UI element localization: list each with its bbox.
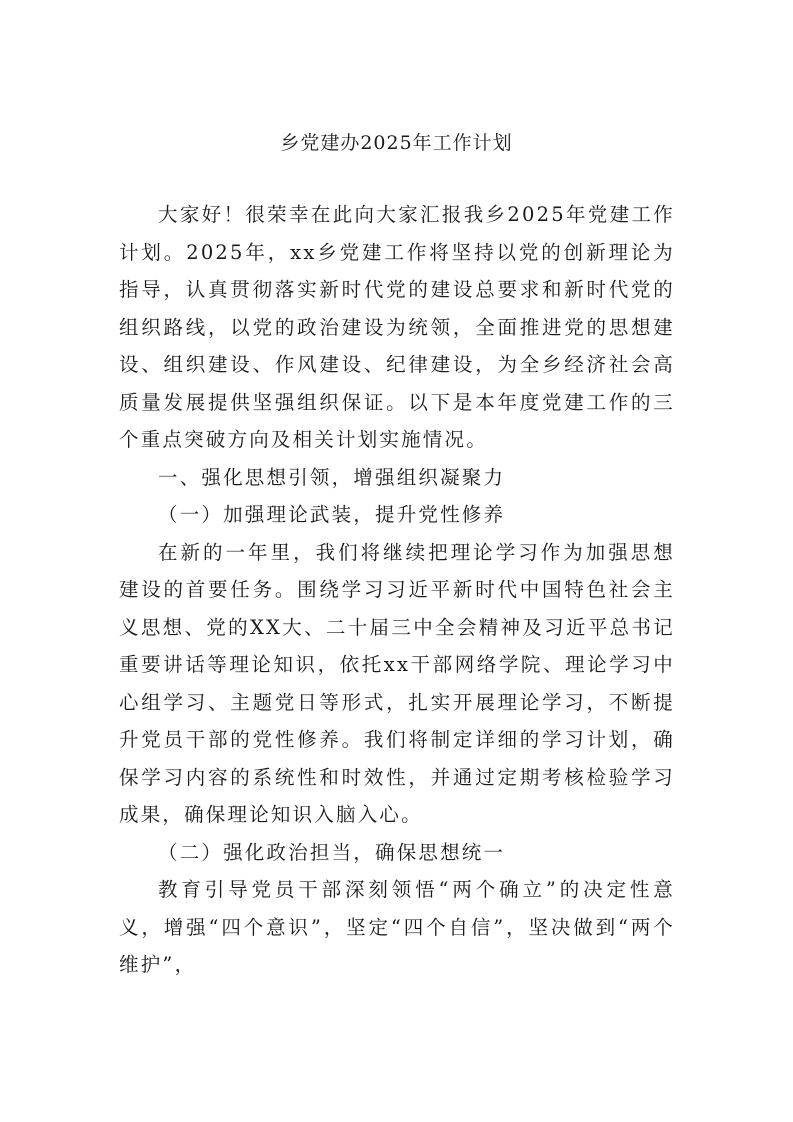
subsection-heading-1: （一）加强理论武装，提升党性修养 — [158, 503, 506, 526]
section-heading-1: 一、强化思想引领，增强组织凝聚力 — [158, 465, 506, 489]
document-body — [119, 196, 675, 984]
intro-paragraph: 大家好！很荣幸在此向大家汇报我乡2025年党建工作计划。2025年，xx乡党建工作将坚持以党的创新理论为指导，认真贯彻落实新时代党的建设总要求和新时代党的组织路线，以党的政治建设为统领，全面推进党的思想建设、组织建设、作风建设、纪律建设，为全乡经济社会高质量发展提供坚强组织保证。以下是本年度党建工作的三个重点突破方向及相关计划实施情况。 — [119, 203, 675, 451]
subsection-heading-2: （二）强化政治担当，确保思想统一 — [158, 840, 506, 864]
body-paragraph-2: 教育引导党员干部深刻领悟“两个确立”的决定性意义，增强“四个意识”，坚定“四个自信”，坚决做到“两个维护”， — [119, 878, 675, 976]
document-title: 乡党建办2025年工作计划 — [280, 132, 513, 154]
body-paragraph-1: 在新的一年里，我们将继续把理论学习作为加强思想建设的首要任务。围绕学习习近平新时代中国特色社会主义思想、党的XX大、二十届三中全会精神及习近平总书记重要讲话等理论知识，依托xx干部网络学院、理论学习中心组学习、主题党日等形式，扎实开展理论学习，不断提升党员干部的党性修养。我们将制定详细的学习计划，确保学习内容的系统性和时效性，并通过定期考核检验学习成果，确保理论知识入脑入心。 — [119, 540, 675, 826]
